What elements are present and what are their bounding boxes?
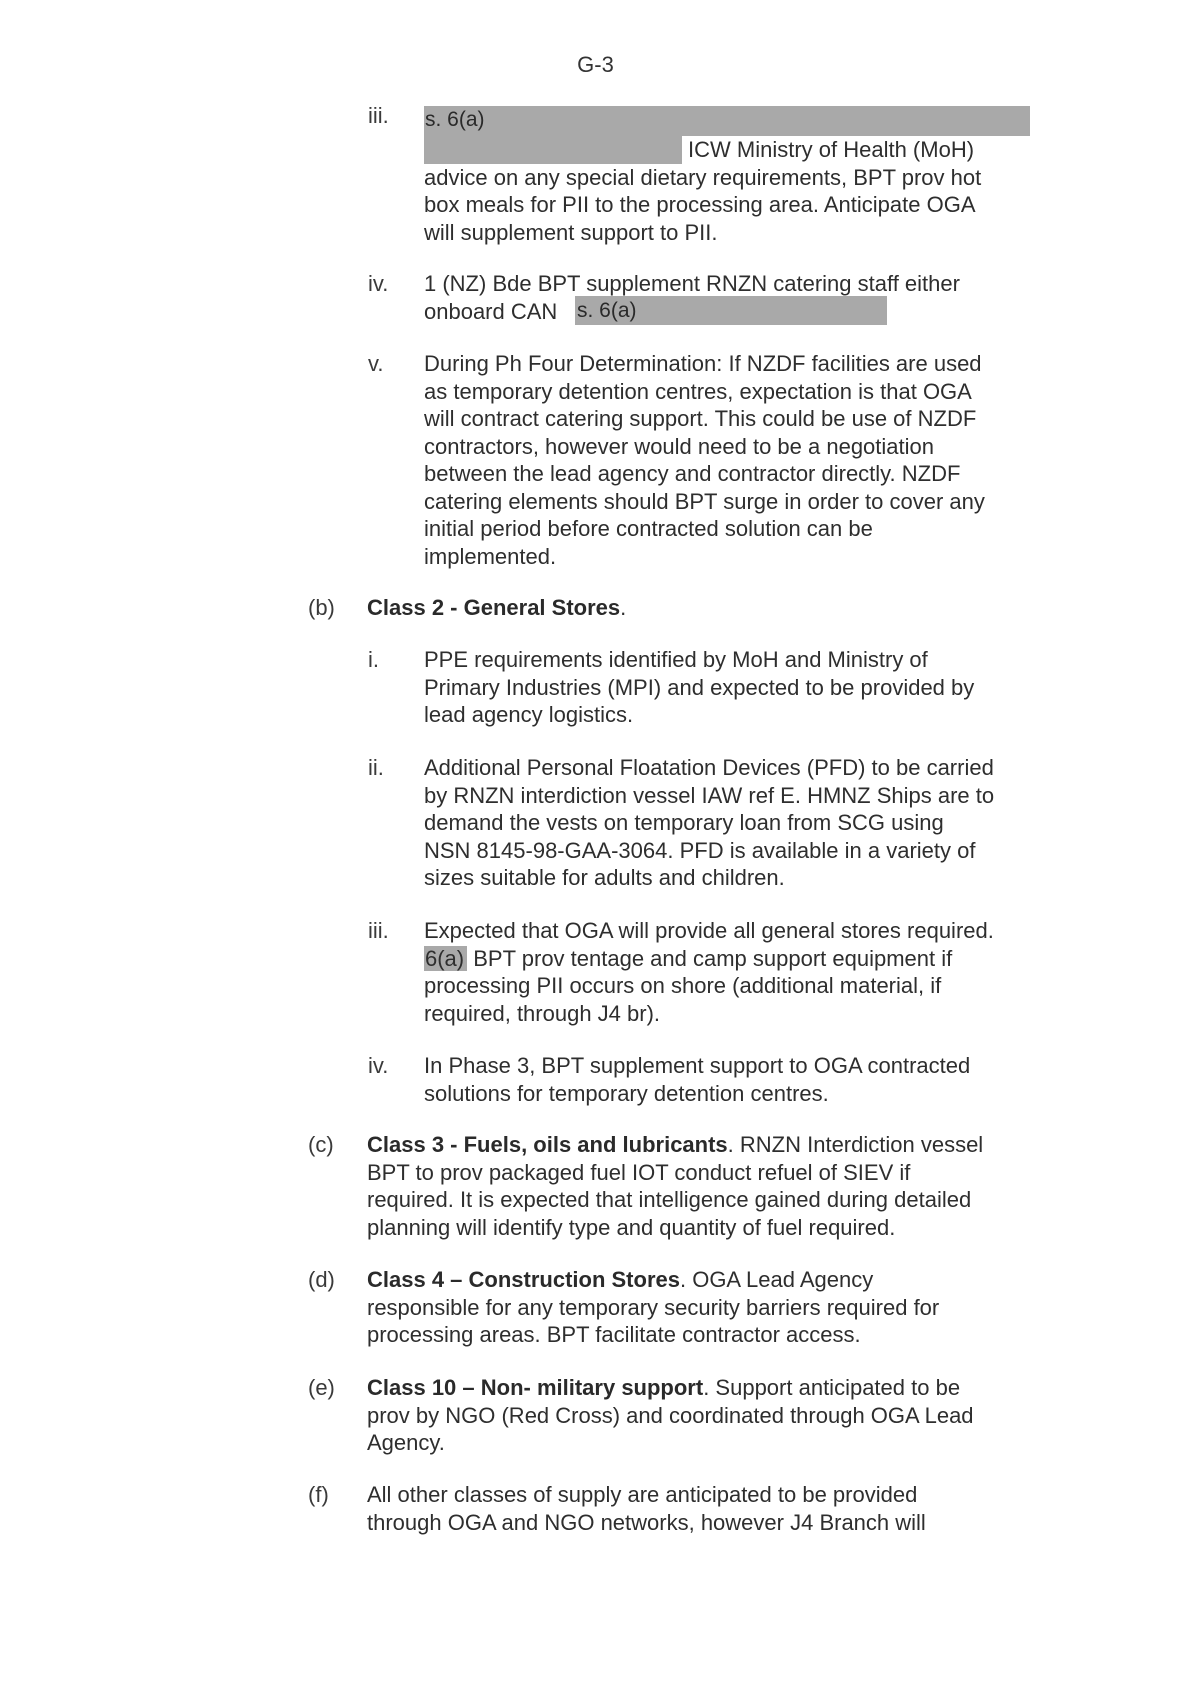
paragraph-line: prov by NGO (Red Cross) and coordinated through OGA Lead: [367, 1402, 974, 1428]
section-heading-b: [367, 594, 626, 622]
paragraph-line-rest: . Support anticipated to be: [703, 1375, 961, 1400]
paragraph-line: processing areas. BPT facilitate contractor access.: [367, 1322, 861, 1347]
paragraph-line: will contract catering support. This could be use of NZDF: [424, 406, 977, 431]
section-marker-c: (c): [308, 1132, 334, 1157]
paragraph-line: Expected that OGA will provide all general stores required.: [424, 918, 994, 943]
redaction-block: [424, 134, 682, 164]
paragraph-line-rest: . RNZN Interdiction vessel: [727, 1132, 984, 1157]
section-marker-d: (d): [308, 1267, 335, 1292]
list-marker-iv: iv.: [368, 271, 389, 296]
paragraph-line: sizes suitable for adults and children.: [424, 865, 785, 890]
paragraph-line: planning will identify type and quantity of fuel required.: [367, 1214, 896, 1240]
paragraph-line: as temporary detention centres, expectation is that OGA: [424, 378, 972, 404]
paragraph-line: In Phase 3, BPT supplement support to OGA contracted: [424, 1053, 971, 1078]
paragraph-line: 1 (NZ) Bde BPT supplement RNZN catering staff either: [424, 271, 960, 296]
list-marker-iv: iv.: [368, 1053, 389, 1078]
paragraph-line: All other classes of supply are anticipated to be provided: [367, 1482, 918, 1507]
list-marker-ii: ii.: [368, 755, 384, 780]
paragraph-line: through OGA and NGO networks, however J4 Branch will: [367, 1509, 926, 1535]
paragraph-line-rest: BPT prov tentage and camp support equipment if: [473, 945, 953, 971]
paragraph-line: PPE requirements identified by MoH and Ministry of: [424, 647, 928, 672]
paragraph-line: box meals for PII to the processing area. Anticipate OGA: [424, 192, 976, 217]
paragraph-line: [424, 945, 952, 973]
page-number: G-3: [577, 52, 614, 77]
paragraph-line: required, through J4 br).: [424, 1000, 661, 1026]
section-heading-c: [367, 1131, 983, 1159]
paragraph-line: will supplement support to PII.: [424, 219, 718, 245]
paragraph-line: required. It is expected that intelligence gained during detailed: [367, 1187, 972, 1212]
paragraph-line: between the lead agency and contractor directly. NZDF: [424, 461, 961, 486]
paragraph-line: During Ph Four Determination: If NZDF facilities are used: [424, 351, 982, 376]
paragraph-line: responsible for any temporary security barriers required for: [367, 1294, 940, 1320]
paragraph-line: Agency.: [367, 1430, 445, 1455]
section-marker-b: (b): [308, 595, 335, 620]
paragraph-line: onboard CAN: [424, 298, 558, 324]
paragraph-line: advice on any special dietary requirements, BPT prov hot: [424, 164, 982, 190]
paragraph-line: implemented.: [424, 543, 557, 569]
paragraph-line: solutions for temporary detention centres.: [424, 1080, 829, 1106]
heading-bold: Class 4 – Construction Stores: [367, 1267, 680, 1292]
paragraph-line: NSN 8145-98-GAA-3064. PFD is available in a variety of: [424, 837, 976, 863]
paragraph-line: by RNZN interdiction vessel IAW ref E. HMNZ Ships are to: [424, 782, 995, 808]
heading-period: .: [620, 595, 627, 620]
paragraph-line: processing PII occurs on shore (additional material, if: [424, 973, 942, 998]
heading-bold: Class 3 - Fuels, oils and lubricants: [367, 1132, 728, 1157]
paragraph-line: initial period before contracted solution can be: [424, 516, 873, 541]
redaction-label: 6(a): [424, 946, 467, 971]
section-marker-f: (f): [308, 1482, 329, 1507]
redaction-label: s. 6(a): [577, 299, 637, 322]
paragraph-line: BPT to prov packaged fuel IOT conduct refuel of SIEV if: [367, 1159, 911, 1185]
heading-bold: Class 2 - General Stores: [367, 595, 621, 620]
redaction-label: s. 6(a): [425, 108, 485, 131]
section-heading-e: [367, 1374, 960, 1402]
redaction-block: [424, 106, 1030, 136]
list-marker-iii: iii.: [368, 918, 389, 943]
paragraph-line: demand the vests on temporary loan from SCG using: [424, 810, 944, 835]
paragraph-line: lead agency logistics.: [424, 702, 634, 727]
paragraph-line: catering elements should BPT surge in order to cover any: [424, 488, 985, 514]
list-marker-iii: iii.: [368, 103, 389, 128]
paragraph-line: Primary Industries (MPI) and expected to be provided by: [424, 674, 975, 700]
section-heading-d: [367, 1266, 873, 1294]
paragraph-line: contractors, however would need to be a negotiation: [424, 433, 934, 459]
list-marker-v: v.: [368, 351, 384, 376]
section-marker-e: (e): [308, 1375, 335, 1400]
paragraph-line: Additional Personal Floatation Devices (PFD) to be carried: [424, 755, 994, 780]
list-marker-i: i.: [368, 647, 379, 672]
heading-bold: Class 10 – Non- military support: [367, 1375, 704, 1400]
paragraph-line-rest: . OGA Lead Agency: [679, 1267, 874, 1292]
paragraph-line: ICW Ministry of Health (MoH): [688, 137, 975, 162]
